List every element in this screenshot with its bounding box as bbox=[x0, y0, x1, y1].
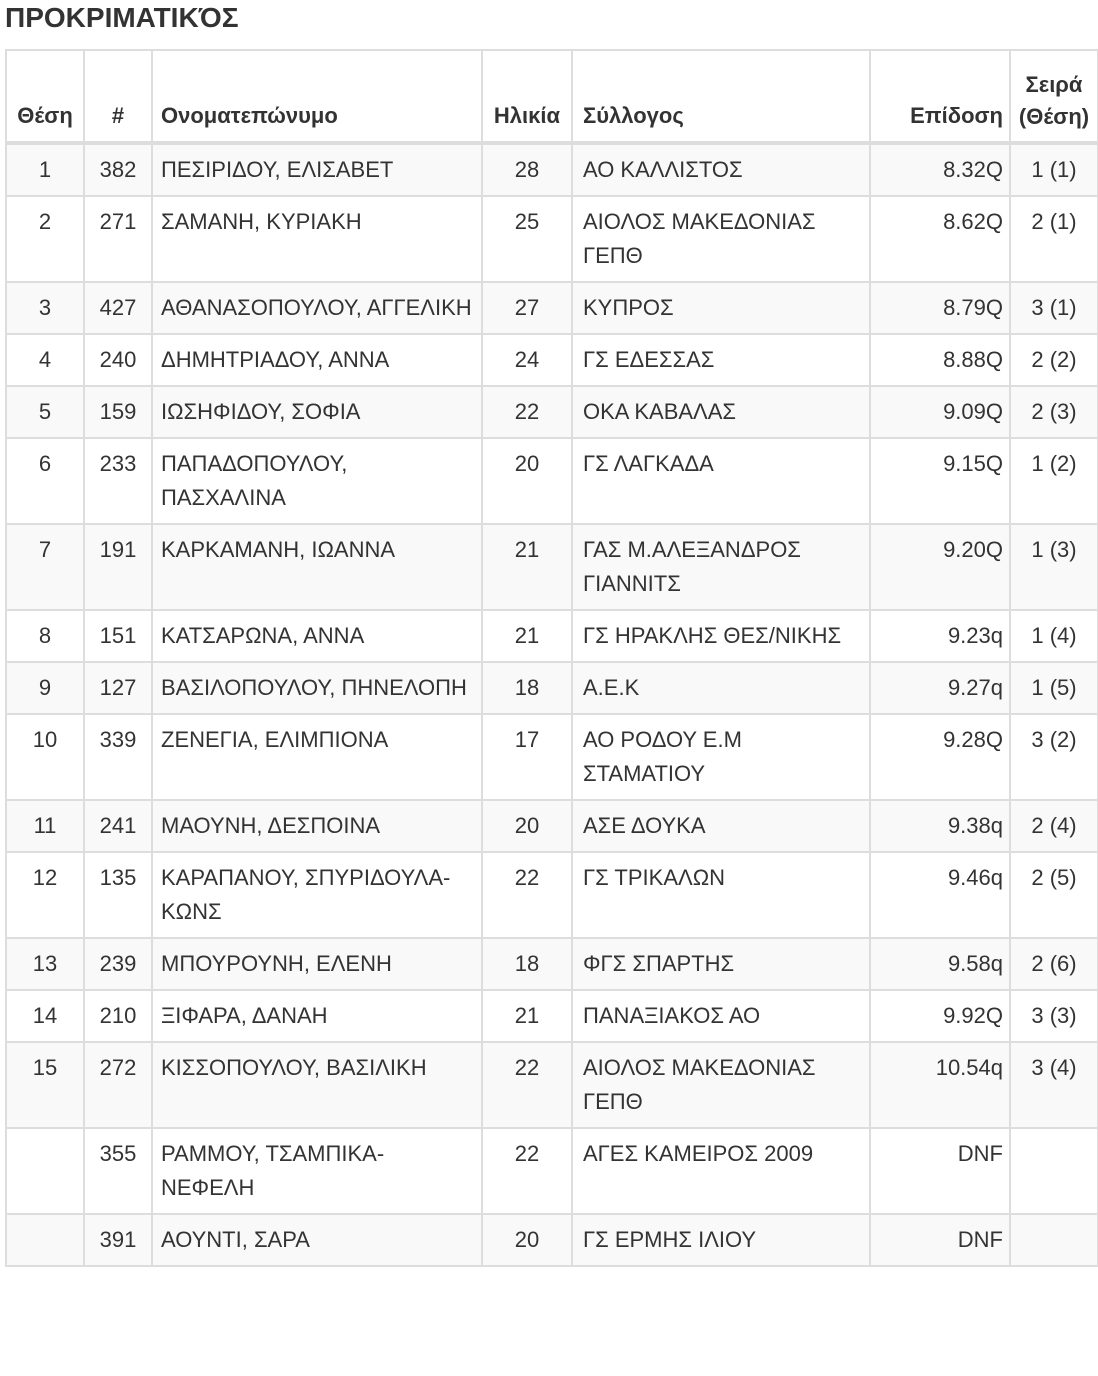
cell-mark: 9.58q bbox=[870, 938, 1010, 990]
header-row bbox=[6, 50, 1098, 143]
results-table bbox=[5, 49, 1098, 1267]
cell-position bbox=[6, 1214, 84, 1266]
cell-name: ΑΘΑΝΑΣΟΠΟΥΛΟΥ, ΑΓΓΕΛΙΚΗ bbox=[152, 282, 482, 334]
cell-name: ΖΕΝΕΓΙΑ, ΕΛΙΜΠΙΟΝΑ bbox=[152, 714, 482, 800]
table-row bbox=[6, 800, 1098, 852]
cell-heat: 2 (2) bbox=[1010, 334, 1098, 386]
cell-position: 15 bbox=[6, 1042, 84, 1128]
cell-heat bbox=[1010, 1214, 1098, 1266]
table-row bbox=[6, 714, 1098, 800]
cell-name: ΚΙΣΣΟΠΟΥΛΟΥ, ΒΑΣΙΛΙΚΗ bbox=[152, 1042, 482, 1128]
cell-club: ΚΥΠΡΟΣ bbox=[572, 282, 870, 334]
cell-position: 9 bbox=[6, 662, 84, 714]
header-heat bbox=[1010, 50, 1098, 143]
cell-bib: 135 bbox=[84, 852, 152, 938]
cell-club: ΑΓΕΣ ΚΑΜΕΙΡΟΣ 2009 bbox=[572, 1128, 870, 1214]
cell-mark: 8.88Q bbox=[870, 334, 1010, 386]
cell-bib: 239 bbox=[84, 938, 152, 990]
table-row bbox=[6, 662, 1098, 714]
cell-age: 28 bbox=[482, 143, 572, 196]
cell-bib: 127 bbox=[84, 662, 152, 714]
cell-mark: 8.32Q bbox=[870, 143, 1010, 196]
cell-club: ΑΙΟΛΟΣ ΜΑΚΕΔΟΝΙΑΣ ΓΕΠΘ bbox=[572, 196, 870, 282]
table-row bbox=[6, 386, 1098, 438]
table-row bbox=[6, 938, 1098, 990]
cell-bib: 427 bbox=[84, 282, 152, 334]
cell-age: 20 bbox=[482, 1214, 572, 1266]
cell-mark: 10.54q bbox=[870, 1042, 1010, 1128]
cell-position: 6 bbox=[6, 438, 84, 524]
table-row bbox=[6, 334, 1098, 386]
cell-club: ΓΣ ΕΡΜΗΣ ΙΛΙΟΥ bbox=[572, 1214, 870, 1266]
cell-mark: 9.23q bbox=[870, 610, 1010, 662]
cell-club: ΑΣΕ ΔΟΥΚΑ bbox=[572, 800, 870, 852]
cell-club: ΑΙΟΛΟΣ ΜΑΚΕΔΟΝΙΑΣ ΓΕΠΘ bbox=[572, 1042, 870, 1128]
cell-mark: DNF bbox=[870, 1128, 1010, 1214]
cell-bib: 339 bbox=[84, 714, 152, 800]
cell-club: ΦΓΣ ΣΠΑΡΤΗΣ bbox=[572, 938, 870, 990]
cell-bib: 241 bbox=[84, 800, 152, 852]
cell-position: 2 bbox=[6, 196, 84, 282]
cell-name: ΜΠΟΥΡΟΥΝΗ, ΕΛΕΝΗ bbox=[152, 938, 482, 990]
cell-heat: 1 (1) bbox=[1010, 143, 1098, 196]
table-row bbox=[6, 1042, 1098, 1128]
cell-club: ΓΣ ΤΡΙΚΑΛΩΝ bbox=[572, 852, 870, 938]
cell-name: ΒΑΣΙΛΟΠΟΥΛΟΥ, ΠΗΝΕΛΟΠΗ bbox=[152, 662, 482, 714]
table-row bbox=[6, 610, 1098, 662]
cell-heat: 3 (3) bbox=[1010, 990, 1098, 1042]
cell-age: 22 bbox=[482, 1042, 572, 1128]
cell-age: 22 bbox=[482, 1128, 572, 1214]
table-row bbox=[6, 1214, 1098, 1266]
cell-bib: 210 bbox=[84, 990, 152, 1042]
cell-heat: 2 (4) bbox=[1010, 800, 1098, 852]
cell-name: ΙΩΣΗΦΙΔΟΥ, ΣΟΦΙΑ bbox=[152, 386, 482, 438]
cell-heat: 3 (4) bbox=[1010, 1042, 1098, 1128]
header-heat-line2: (Θέση) bbox=[1018, 104, 1090, 129]
cell-name: ΞΙΦΑΡΑ, ΔΑΝΑΗ bbox=[152, 990, 482, 1042]
header-age: Ηλικία bbox=[482, 50, 572, 143]
table-row bbox=[6, 990, 1098, 1042]
cell-age: 20 bbox=[482, 438, 572, 524]
cell-club: ΑΟ ΚΑΛΛΙΣΤΟΣ bbox=[572, 143, 870, 196]
cell-bib: 272 bbox=[84, 1042, 152, 1128]
cell-bib: 382 bbox=[84, 143, 152, 196]
cell-position: 11 bbox=[6, 800, 84, 852]
cell-name: ΑΟΥΝΤΙ, ΣΑΡΑ bbox=[152, 1214, 482, 1266]
cell-age: 18 bbox=[482, 662, 572, 714]
cell-age: 24 bbox=[482, 334, 572, 386]
header-heat-line1: Σειρά bbox=[1025, 72, 1083, 97]
cell-heat: 3 (1) bbox=[1010, 282, 1098, 334]
cell-age: 22 bbox=[482, 386, 572, 438]
header-position: Θέση bbox=[6, 50, 84, 143]
cell-heat: 1 (2) bbox=[1010, 438, 1098, 524]
cell-name: ΚΑΡΑΠΑΝΟΥ, ΣΠΥΡΙΔΟΥΛΑ-ΚΩΝΣ bbox=[152, 852, 482, 938]
cell-bib: 355 bbox=[84, 1128, 152, 1214]
cell-position: 5 bbox=[6, 386, 84, 438]
cell-age: 21 bbox=[482, 990, 572, 1042]
header-club: Σύλλογος bbox=[572, 50, 870, 143]
cell-age: 25 bbox=[482, 196, 572, 282]
cell-name: ΔΗΜΗΤΡΙΑΔΟΥ, ΑΝΝΑ bbox=[152, 334, 482, 386]
cell-position: 14 bbox=[6, 990, 84, 1042]
cell-club: ΓΣ ΛΑΓΚΑΔΑ bbox=[572, 438, 870, 524]
cell-heat: 1 (4) bbox=[1010, 610, 1098, 662]
cell-name: ΠΑΠΑΔΟΠΟΥΛΟΥ, ΠΑΣΧΑΛΙΝΑ bbox=[152, 438, 482, 524]
cell-name: ΚΑΡΚΑΜΑΝΗ, ΙΩΑΝΝΑ bbox=[152, 524, 482, 610]
cell-mark: 9.09Q bbox=[870, 386, 1010, 438]
cell-position: 3 bbox=[6, 282, 84, 334]
cell-name: ΠΕΣΙΡΙΔΟΥ, ΕΛΙΣΑΒΕΤ bbox=[152, 143, 482, 196]
table-row bbox=[6, 282, 1098, 334]
cell-mark: 9.15Q bbox=[870, 438, 1010, 524]
cell-age: 27 bbox=[482, 282, 572, 334]
cell-position: 12 bbox=[6, 852, 84, 938]
table-row bbox=[6, 196, 1098, 282]
cell-club: ΓΣ ΕΔΕΣΣΑΣ bbox=[572, 334, 870, 386]
table-row bbox=[6, 852, 1098, 938]
cell-age: 21 bbox=[482, 610, 572, 662]
cell-heat: 2 (1) bbox=[1010, 196, 1098, 282]
cell-mark: 9.28Q bbox=[870, 714, 1010, 800]
cell-mark: 9.27q bbox=[870, 662, 1010, 714]
cell-club: ΓΑΣ Μ.ΑΛΕΞΑΝΔΡΟΣ ΓΙΑΝΝΙΤΣ bbox=[572, 524, 870, 610]
cell-mark: 9.20Q bbox=[870, 524, 1010, 610]
cell-club: ΑΟ ΡΟΔΟΥ Ε.Μ ΣΤΑΜΑΤΙΟΥ bbox=[572, 714, 870, 800]
cell-bib: 191 bbox=[84, 524, 152, 610]
cell-club: ΠΑΝΑΞΙΑΚΟΣ ΑΟ bbox=[572, 990, 870, 1042]
cell-position: 7 bbox=[6, 524, 84, 610]
cell-mark: 8.62Q bbox=[870, 196, 1010, 282]
cell-position: 10 bbox=[6, 714, 84, 800]
cell-bib: 271 bbox=[84, 196, 152, 282]
table-row bbox=[6, 1128, 1098, 1214]
results-table-header bbox=[6, 50, 1098, 143]
cell-club: Α.Ε.Κ bbox=[572, 662, 870, 714]
table-row bbox=[6, 143, 1098, 196]
header-bib: # bbox=[84, 50, 152, 143]
cell-heat: 3 (2) bbox=[1010, 714, 1098, 800]
cell-mark: 9.92Q bbox=[870, 990, 1010, 1042]
cell-heat bbox=[1010, 1128, 1098, 1214]
cell-age: 18 bbox=[482, 938, 572, 990]
header-mark: Επίδοση bbox=[870, 50, 1010, 143]
cell-age: 21 bbox=[482, 524, 572, 610]
cell-bib: 159 bbox=[84, 386, 152, 438]
cell-bib: 151 bbox=[84, 610, 152, 662]
cell-age: 17 bbox=[482, 714, 572, 800]
table-row bbox=[6, 438, 1098, 524]
cell-position: 1 bbox=[6, 143, 84, 196]
cell-mark: 9.46q bbox=[870, 852, 1010, 938]
cell-name: ΡΑΜΜΟΥ, ΤΣΑΜΠΙΚΑ-ΝΕΦΕΛΗ bbox=[152, 1128, 482, 1214]
table-row bbox=[6, 524, 1098, 610]
cell-position bbox=[6, 1128, 84, 1214]
cell-club: ΟΚΑ ΚΑΒΑΛΑΣ bbox=[572, 386, 870, 438]
cell-name: ΣΑΜΑΝΗ, ΚΥΡΙΑΚΗ bbox=[152, 196, 482, 282]
cell-position: 8 bbox=[6, 610, 84, 662]
cell-bib: 233 bbox=[84, 438, 152, 524]
cell-bib: 391 bbox=[84, 1214, 152, 1266]
results-table-body bbox=[6, 143, 1098, 1266]
cell-mark: 8.79Q bbox=[870, 282, 1010, 334]
cell-mark: DNF bbox=[870, 1214, 1010, 1266]
cell-position: 13 bbox=[6, 938, 84, 990]
cell-age: 20 bbox=[482, 800, 572, 852]
cell-name: ΜΑΟΥΝΗ, ΔΕΣΠΟΙΝΑ bbox=[152, 800, 482, 852]
cell-heat: 2 (6) bbox=[1010, 938, 1098, 990]
cell-heat: 2 (5) bbox=[1010, 852, 1098, 938]
header-name: Ονοματεπώνυμο bbox=[152, 50, 482, 143]
cell-heat: 2 (3) bbox=[1010, 386, 1098, 438]
page-title: ΠΡΟΚΡΙΜΑΤΙΚΌΣ bbox=[5, 2, 239, 33]
cell-position: 4 bbox=[6, 334, 84, 386]
cell-name: ΚΑΤΣΑΡΩΝΑ, ΑΝΝΑ bbox=[152, 610, 482, 662]
cell-heat: 1 (3) bbox=[1010, 524, 1098, 610]
cell-age: 22 bbox=[482, 852, 572, 938]
cell-heat: 1 (5) bbox=[1010, 662, 1098, 714]
cell-mark: 9.38q bbox=[870, 800, 1010, 852]
cell-bib: 240 bbox=[84, 334, 152, 386]
cell-club: ΓΣ ΗΡΑΚΛΗΣ ΘΕΣ/ΝΙΚΗΣ bbox=[572, 610, 870, 662]
